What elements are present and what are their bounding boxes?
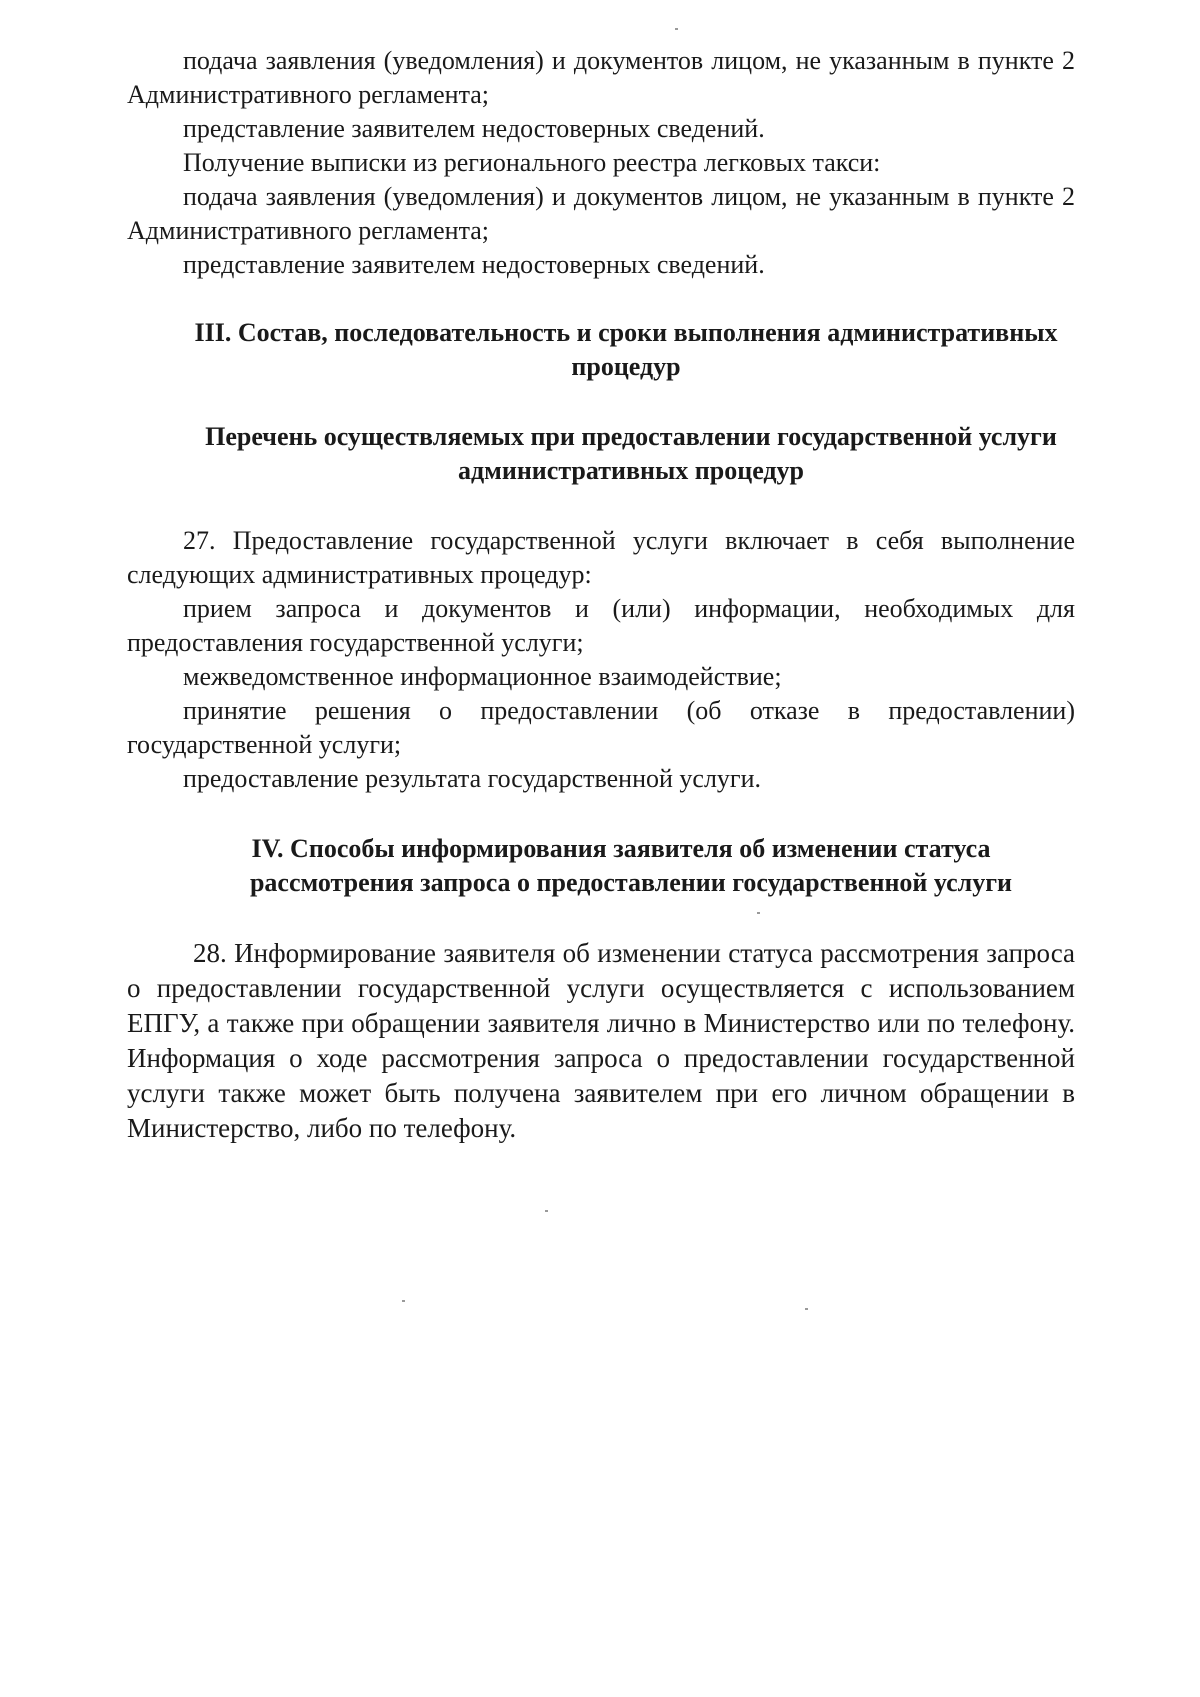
scan-speck [545, 1210, 548, 1212]
paragraph: представление заявителем недостоверных сведений. [183, 250, 765, 279]
document-page [127, 44, 1075, 1146]
scan-speck [757, 912, 760, 914]
paragraph: прием запроса и документов и (или) информации, необходимых для предоставления государственной услуги; [127, 594, 1075, 657]
scan-speck [675, 28, 678, 30]
paragraph: 28. Информирование заявителя об изменении статуса рассмотрения запроса о предоставлении государственной услуги осуществляется с использованием ЕПГУ, а также при обращении заявителя лично в Министерство или по телефону. Информация о ходе рассмотрения запроса о предоставлении государственной услуги также может быть получена заявителем при его личном обращении в Министерство, либо по телефону. [127, 938, 1075, 1143]
scan-speck [805, 1308, 808, 1310]
paragraph: подача заявления (уведомления) и документов лицом, не указанным в пункте 2 Административного регламента; [127, 182, 1075, 245]
paragraph: предоставление результата государственной услуги. [183, 764, 762, 793]
paragraph: принятие решения о предоставлении (об отказе в предоставлении) государственной услуги; [127, 696, 1075, 759]
section-heading-line: рассмотрения запроса о предоставлении государственной услуги [249, 868, 1013, 897]
section-heading: III. Состав, последовательность и сроки выполнения административных процедур [194, 318, 1058, 381]
paragraph: подача заявления (уведомления) и документов лицом, не указанным в пункте 2 Административного регламента; [127, 46, 1075, 109]
paragraph: 27. Предоставление государственной услуги включает в себя выполнение следующих административных процедур: [127, 526, 1075, 589]
scan-speck [402, 1300, 405, 1302]
section-heading-line: IV. Способы информирования заявителя об изменении статуса [251, 834, 991, 863]
section-subheading: Перечень осуществляемых при предоставлении государственной услуги административных процедур [205, 422, 1057, 485]
paragraph: Получение выписки из регионального реестра легковых такси: [183, 148, 881, 177]
paragraph: представление заявителем недостоверных сведений. [183, 114, 765, 143]
section-heading [127, 832, 1075, 900]
paragraph: межведомственное информационное взаимодействие; [183, 662, 782, 691]
